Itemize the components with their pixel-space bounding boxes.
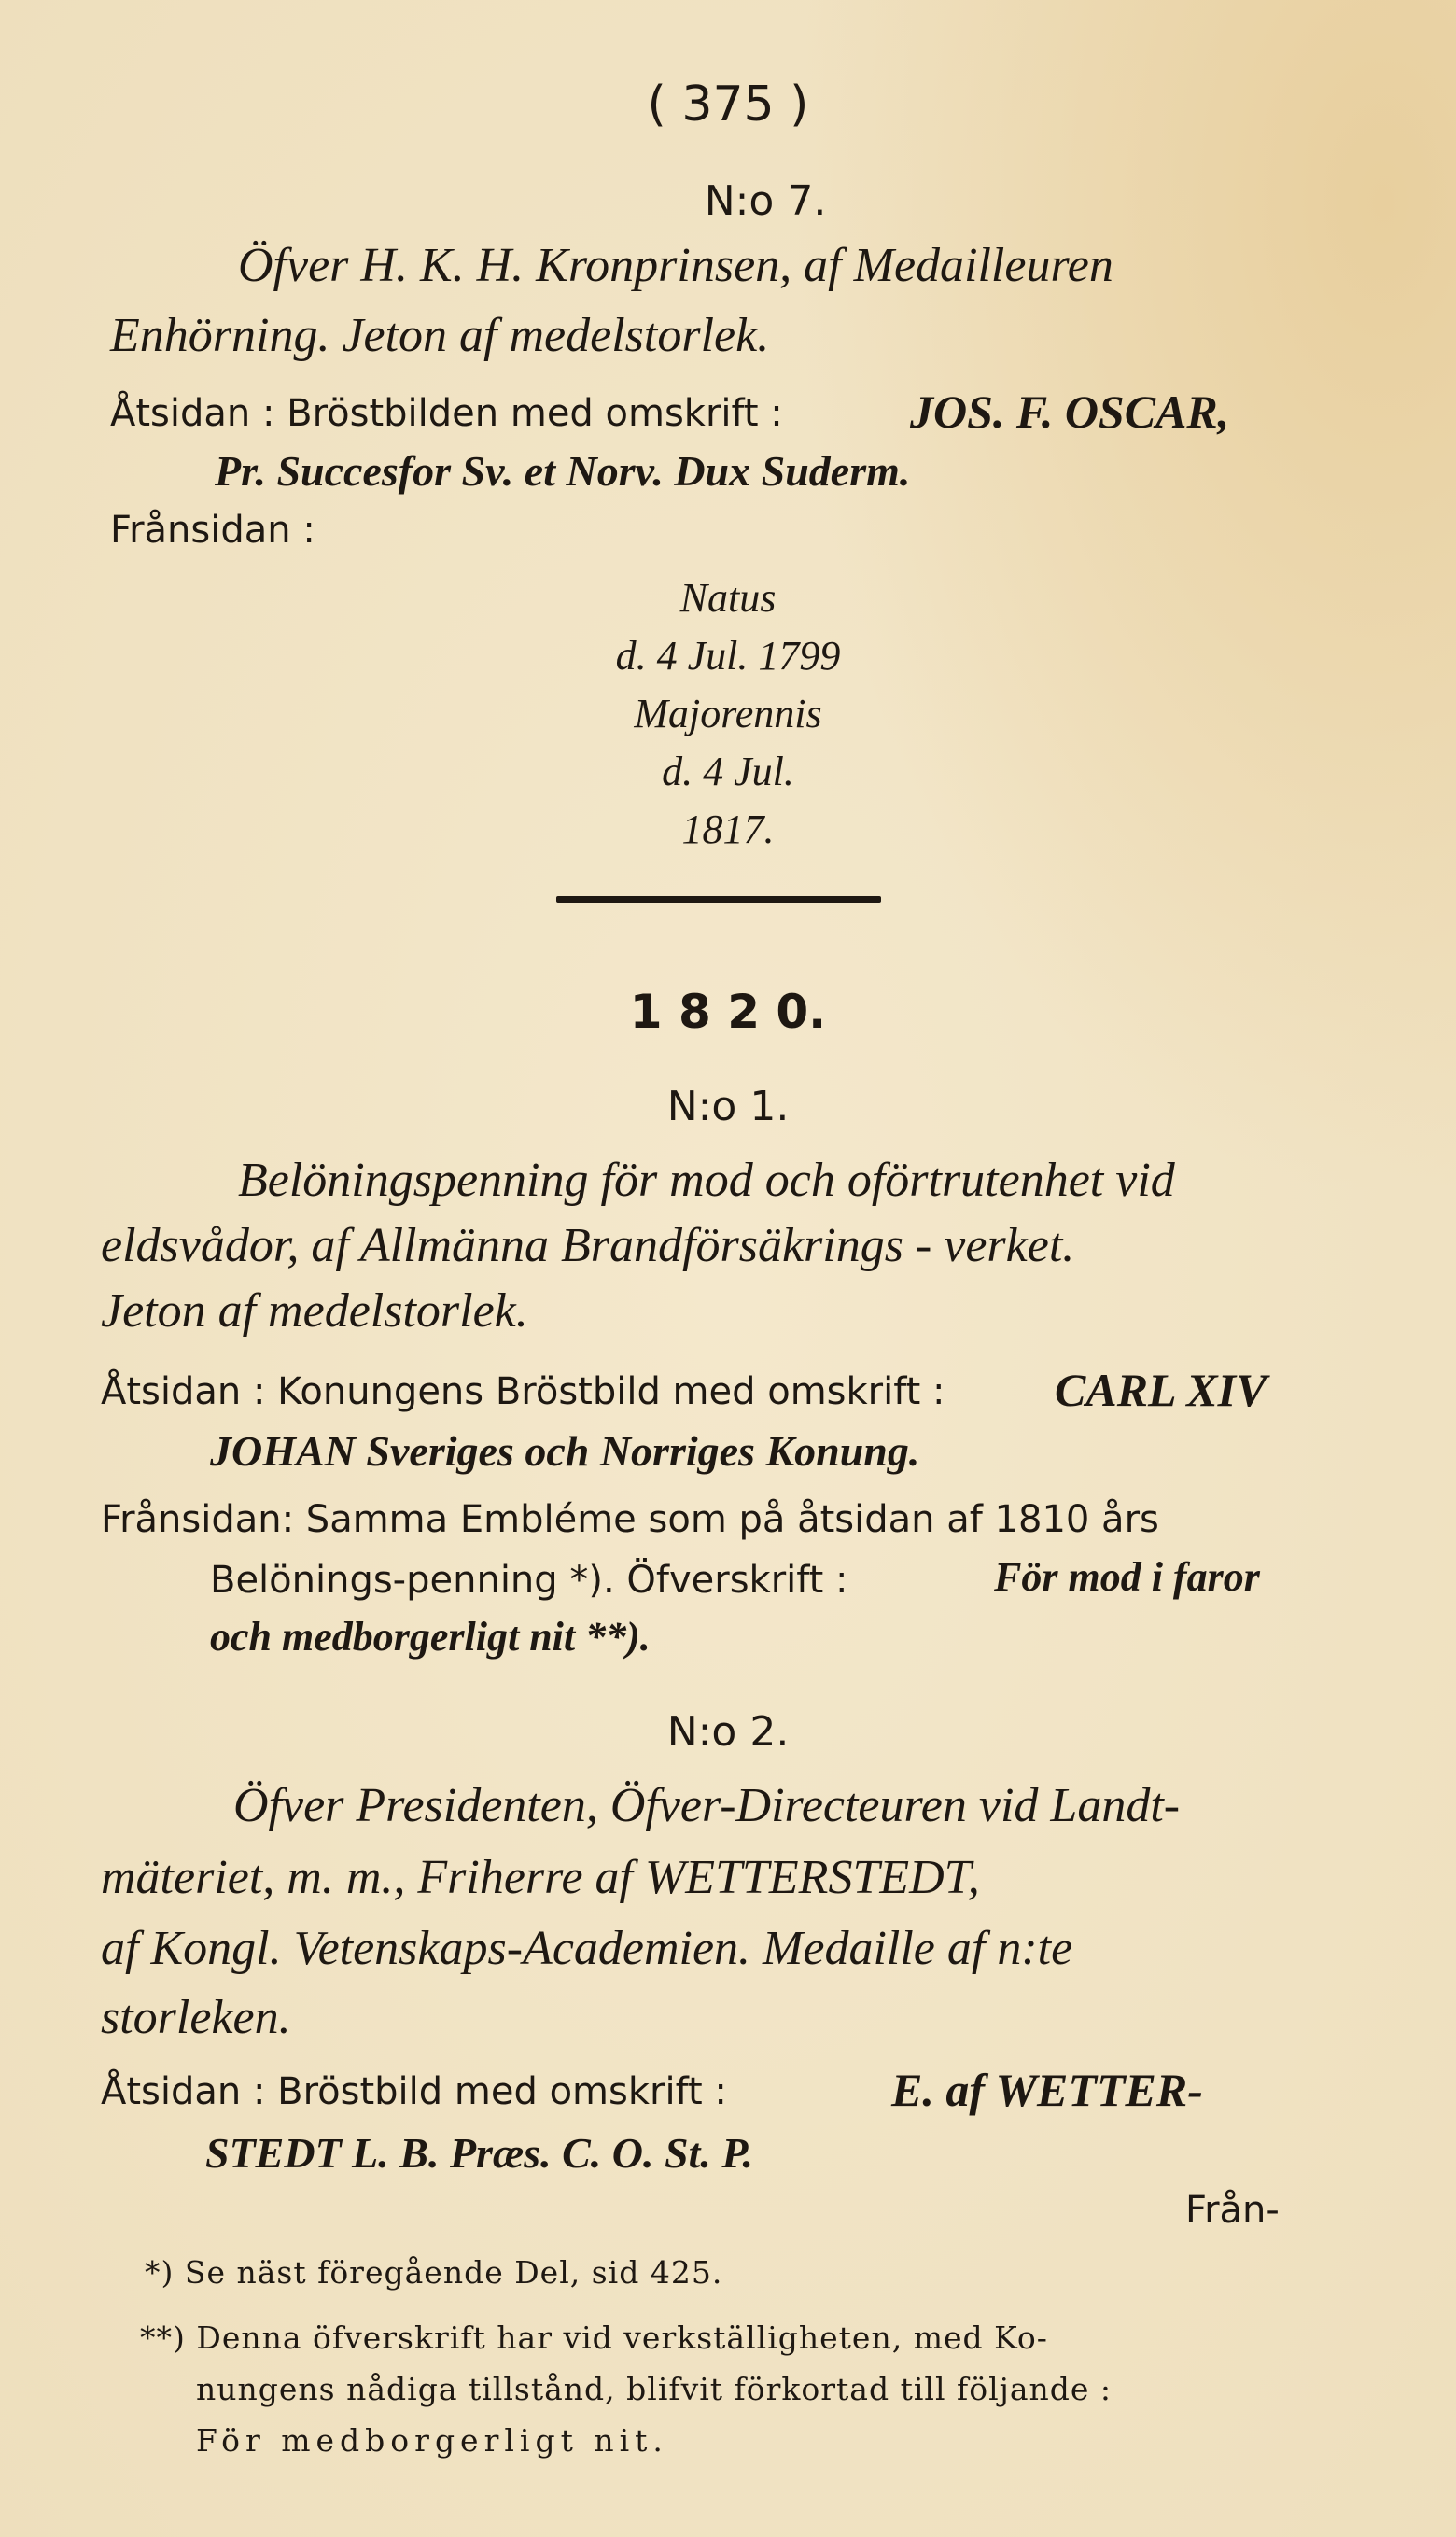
reverse-text-line: Belönings-penning *). Öfverskrift :: [210, 1559, 848, 1602]
reverse-legend: och medborgerligt nit **).: [210, 1614, 651, 1660]
entry-number: N:o 1.: [666, 1083, 790, 1130]
entry-title-line: Öfver Presidenten, Öfver-Directeuren vid Landt-: [233, 1779, 1181, 1832]
reverse-label: Frånsidan :: [110, 509, 315, 552]
footnote-continuation: nungens nådiga tillstånd, blifvit förkortad till följande :: [196, 2371, 1113, 2407]
entry-title-line: eldsvådor, af Allmänna Brandförsäkrings - verket.: [101, 1219, 1075, 1272]
obverse-legend: JOS. F. OSCAR,: [910, 385, 1230, 438]
footnote-continuation: För medborgerligt nit.: [196, 2422, 668, 2459]
entry-title-line: af Kongl. Vetenskaps-Academien. Medaille af n:te: [101, 1922, 1073, 1975]
entry-title-line: Öfver H. K. H. Kronprinsen, af Medailleuren: [238, 239, 1113, 292]
reverse-inscription-line: Natus: [679, 575, 777, 621]
entry-number: N:o 7.: [704, 177, 827, 225]
obverse-legend: STEDT L. B. Præs. C. O. St. P.: [205, 2129, 754, 2177]
catchword: Från-: [1185, 2189, 1280, 2232]
reverse-inscription-line: 1817.: [681, 806, 775, 852]
reverse-text-line: Frånsidan: Samma Embléme som på åtsidan af 1810 års: [101, 1498, 1159, 1541]
page-number: ( 375 ): [647, 77, 809, 133]
reverse-legend: För mod i faror: [994, 1554, 1260, 1600]
obverse-label: Åtsidan : Bröstbilden med omskrift :: [110, 392, 783, 435]
section-divider: [556, 896, 881, 903]
entry-title-line: storleken.: [101, 1991, 291, 2044]
footnote: *) Se näst föregående Del, sid 425.: [145, 2254, 723, 2291]
obverse-label: Åtsidan : Konungens Bröstbild med omskrift :: [101, 1370, 945, 1413]
entry-title-line: mäteriet, m. m., Friherre af WETTERSTEDT,: [101, 1851, 980, 1904]
year-heading: 1 8 2 0.: [629, 985, 827, 1039]
reverse-inscription-line: Majorennis: [634, 691, 822, 736]
entry-title-line: Belöningspenning för mod och oförtrutenhet vid: [238, 1154, 1175, 1207]
entry-number: N:o 2.: [666, 1708, 790, 1756]
entry-title-line: Enhörning. Jeton af medelstorlek.: [110, 309, 770, 362]
obverse-legend: E. af WETTER-: [891, 2064, 1203, 2116]
reverse-inscription-line: d. 4 Jul.: [662, 749, 794, 794]
obverse-legend: Pr. Succesfor Sv. et Norv. Dux Suderm.: [215, 447, 911, 495]
reverse-inscription-line: d. 4 Jul. 1799: [615, 633, 841, 679]
obverse-legend: JOHAN Sveriges och Norriges Konung.: [210, 1427, 920, 1475]
footnote: **) Denna öfverskrift har vid verkställigheten, med Ko-: [140, 2320, 1048, 2356]
obverse-label: Åtsidan : Bröstbild med omskrift :: [101, 2070, 727, 2113]
reverse-inscription: [0, 569, 1456, 859]
obverse-legend: CARL XIV: [1055, 1364, 1267, 1416]
entry-title-line: Jeton af medelstorlek.: [101, 1284, 528, 1338]
